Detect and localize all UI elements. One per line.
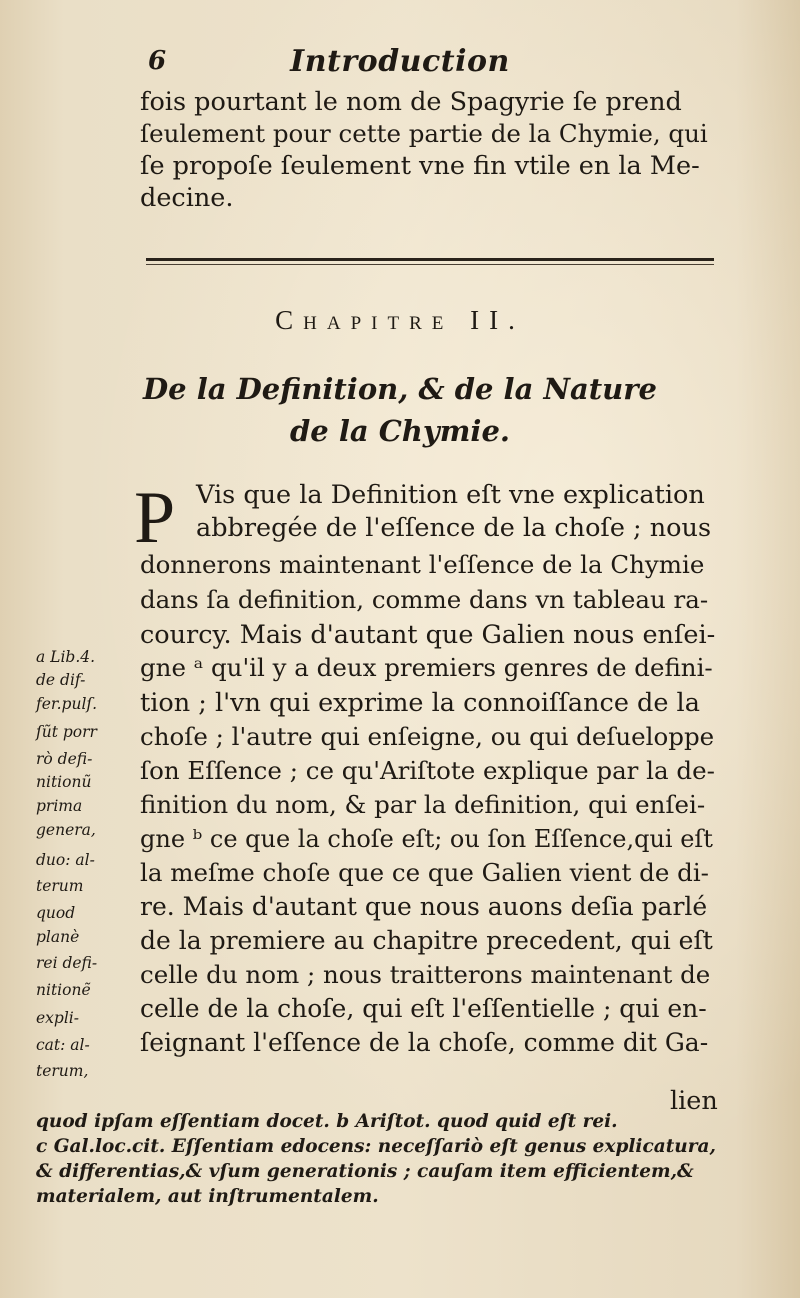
body-line: ſeignant l'eſſence de la choſe, comme dit Ga- bbox=[140, 1028, 709, 1057]
top-paragraph-line: ſe propoſe ſeulement vne fin vtile en la Me- bbox=[140, 151, 700, 181]
body-catchword: lien bbox=[670, 1086, 718, 1116]
chapter-subtitle: de la Chymie. bbox=[290, 414, 510, 448]
body-line: ſon Eſſence ; ce qu'Ariſtote explique par la de- bbox=[140, 756, 715, 785]
chapter-subtitle: De la Definition, & de la Nature bbox=[143, 372, 657, 406]
footnote-line: materialem, aut inſtrumentalem. bbox=[36, 1186, 379, 1207]
margin-note-line: duo: al- bbox=[36, 851, 95, 869]
top-paragraph-line: ſeulement pour cette partie de la Chymie, qui bbox=[140, 119, 708, 148]
margin-note-line: rò defi- bbox=[36, 750, 93, 768]
margin-note-line: rei defi- bbox=[36, 954, 98, 972]
body-line: de la premiere au chapitre precedent, qui eſt bbox=[140, 926, 713, 955]
body-line: tion ; l'vn qui exprime la connoiſſance de la bbox=[140, 688, 700, 718]
body-line: gne ᵃ qu'il y a deux premiers genres de defini- bbox=[140, 653, 713, 682]
margin-note-line: genera, bbox=[36, 821, 96, 839]
body-line: dans ſa definition, comme dans vn tableau ra- bbox=[140, 585, 709, 614]
body-line: choſe ; l'autre qui enſeigne, ou qui deſueloppe bbox=[140, 722, 715, 751]
margin-note-line: ſũt porr bbox=[36, 723, 97, 741]
footnote-line: quod ipſam eſſentiam docet. b Ariſtot. quod quid eſt rei. bbox=[36, 1111, 618, 1132]
page-number: 6 bbox=[148, 46, 167, 76]
body-line: celle de la choſe, qui eſt l'eſſentielle ; qui en- bbox=[140, 994, 707, 1023]
body-line: finition du nom, & par la definition, qui enſei- bbox=[140, 790, 706, 819]
margin-note-line: nitionẽ bbox=[36, 981, 91, 999]
body-line: celle du nom ; nous traitterons maintenant de bbox=[140, 960, 711, 989]
margin-note-line: fer.pulſ. bbox=[36, 695, 98, 713]
footnote-line: & differentias,& vſum generationis ; cauſam item efficientem,& bbox=[36, 1161, 694, 1182]
top-paragraph-line: fois pourtant le nom de Spagyrie ſe prend bbox=[140, 87, 682, 117]
margin-note-line: de dif- bbox=[36, 671, 86, 689]
margin-note-line: planè bbox=[36, 928, 80, 946]
body-line: courcy. Mais d'autant que Galien nous enſei- bbox=[140, 620, 716, 650]
body-line: la meſme choſe que ce que Galien vient de di- bbox=[140, 858, 709, 887]
body-line: gne ᵇ ce que la choſe eſt; ou ſon Eſſence,qui eſt bbox=[140, 825, 713, 853]
margin-note-line: quod bbox=[36, 904, 76, 922]
margin-note-line: terum bbox=[36, 877, 84, 895]
body-line: Vis que la Definition eſt vne explication bbox=[196, 480, 705, 510]
drop-cap: P bbox=[134, 477, 176, 559]
footnote-line: c Gal.loc.cit. Eſſentiam edocens: neceſſariò eſt genus explicatura, bbox=[36, 1136, 716, 1157]
running-head: Introduction bbox=[290, 44, 510, 79]
margin-note-line: cat: al- bbox=[36, 1036, 90, 1054]
divider-rule bbox=[146, 258, 714, 261]
margin-note-line: prima bbox=[36, 797, 83, 815]
chapter-title: Chapitre II. bbox=[275, 305, 525, 335]
body-line: re. Mais d'autant que nous auons deſia parlé bbox=[140, 892, 708, 921]
margin-note-line: expli- bbox=[36, 1009, 79, 1027]
margin-note-line: terum, bbox=[36, 1062, 89, 1080]
margin-note-line: a Lib.4. bbox=[36, 648, 96, 666]
body-line: abbregée de l'eſſence de la choſe ; nous bbox=[196, 513, 712, 543]
body-line: donnerons maintenant l'eſſence de la Chymie bbox=[140, 550, 705, 579]
margin-note-line: nitionũ bbox=[36, 773, 92, 791]
top-paragraph-line: decine. bbox=[140, 183, 234, 213]
divider-rule-thin bbox=[146, 264, 714, 265]
